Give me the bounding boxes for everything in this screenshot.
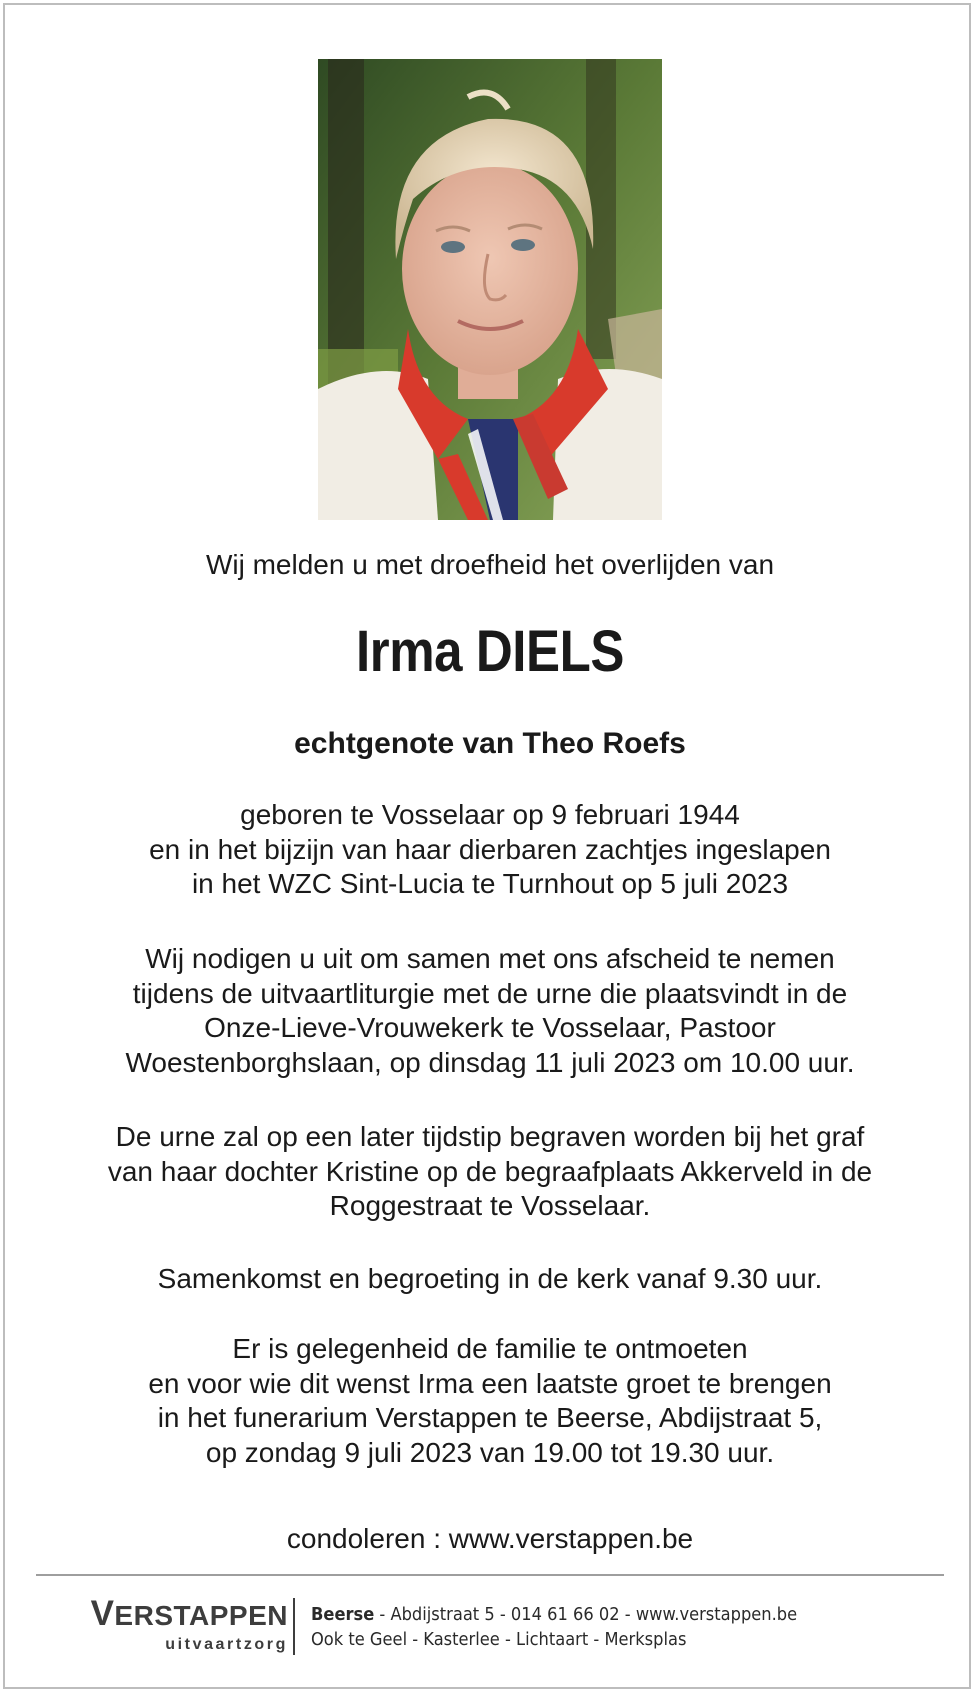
text-line: tijdens de uitvaartliturgie met de urne die plaatsvindt in de [132, 977, 848, 1009]
company-logo [66, 1596, 288, 1654]
spouse-relation: echtgenote van Theo Roefs [294, 727, 686, 760]
text-line: en in het bijzijn van haar dierbaren zachtjes ingeslapen [149, 833, 831, 865]
burial-paragraph [0, 1120, 980, 1224]
text-line: Woestenborghslaan, op dinsdag 11 juli 2023 om 10.00 uur. [125, 1046, 855, 1078]
logo-wordmark [66, 1596, 288, 1634]
text-line: in het funerarium Verstappen te Beerse, Abdijstraat 5, [157, 1402, 823, 1433]
contact-info [311, 1603, 797, 1653]
text-line: Roggestraat te Vosselaar. [329, 1190, 651, 1221]
text-line: en voor wie dit wenst Irma een laatste groet te brengen [148, 1367, 832, 1399]
logo-initial: V [90, 1594, 115, 1633]
branches-line: Ook te Geel - Kasterlee - Lichtaart - Merksplas [311, 1630, 687, 1650]
contact-details: - Abdijstraat 5 - 014 61 66 02 - www.verstappen.be [374, 1605, 798, 1625]
text-line: Er is gelegenheid de familie te ontmoeten [232, 1333, 748, 1364]
text-line: Onze-Lieve-Vrouwekerk te Vosselaar, Pastoor [204, 1012, 776, 1043]
portrait-photo [318, 59, 662, 520]
text-line: in het WZC Sint-Lucia te Turnhout op 5 juli 2023 [191, 868, 789, 899]
text-line: van haar dochter Kristine op de begraafplaats Akkerveld in de [107, 1155, 873, 1187]
text-line: Samenkomst en begroeting in de kerk vanaf 9.30 uur. [157, 1263, 823, 1294]
deceased-name: Irma DIELS [356, 619, 624, 684]
funeral-paragraph [0, 942, 980, 1080]
logo-separator [293, 1598, 295, 1655]
contact-line [311, 1603, 797, 1628]
logo-subtitle: uitvaartzorg [165, 1636, 288, 1653]
contact-city: Beerse [311, 1605, 375, 1625]
text-line: geboren te Vosselaar op 9 februari 1944 [240, 799, 740, 830]
footer-divider [36, 1574, 944, 1576]
text-line: op zondag 9 juli 2023 van 19.00 tot 19.30 uur. [205, 1436, 775, 1468]
visitation-paragraph [0, 1332, 980, 1470]
condolence-link[interactable]: condoleren : www.verstappen.be [286, 1523, 694, 1554]
text-line: Wij nodigen u uit om samen met ons afscheid te nemen [145, 943, 835, 974]
text-line: De urne zal op een later tijdstip begraven worden bij het graf [115, 1121, 865, 1152]
intro-text: Wij melden u met droefheid het overlijden van [205, 549, 775, 580]
logo-rest: ERSTAPPEN [114, 1600, 288, 1631]
gathering-paragraph [0, 1262, 980, 1297]
birth-death-paragraph [0, 798, 980, 902]
